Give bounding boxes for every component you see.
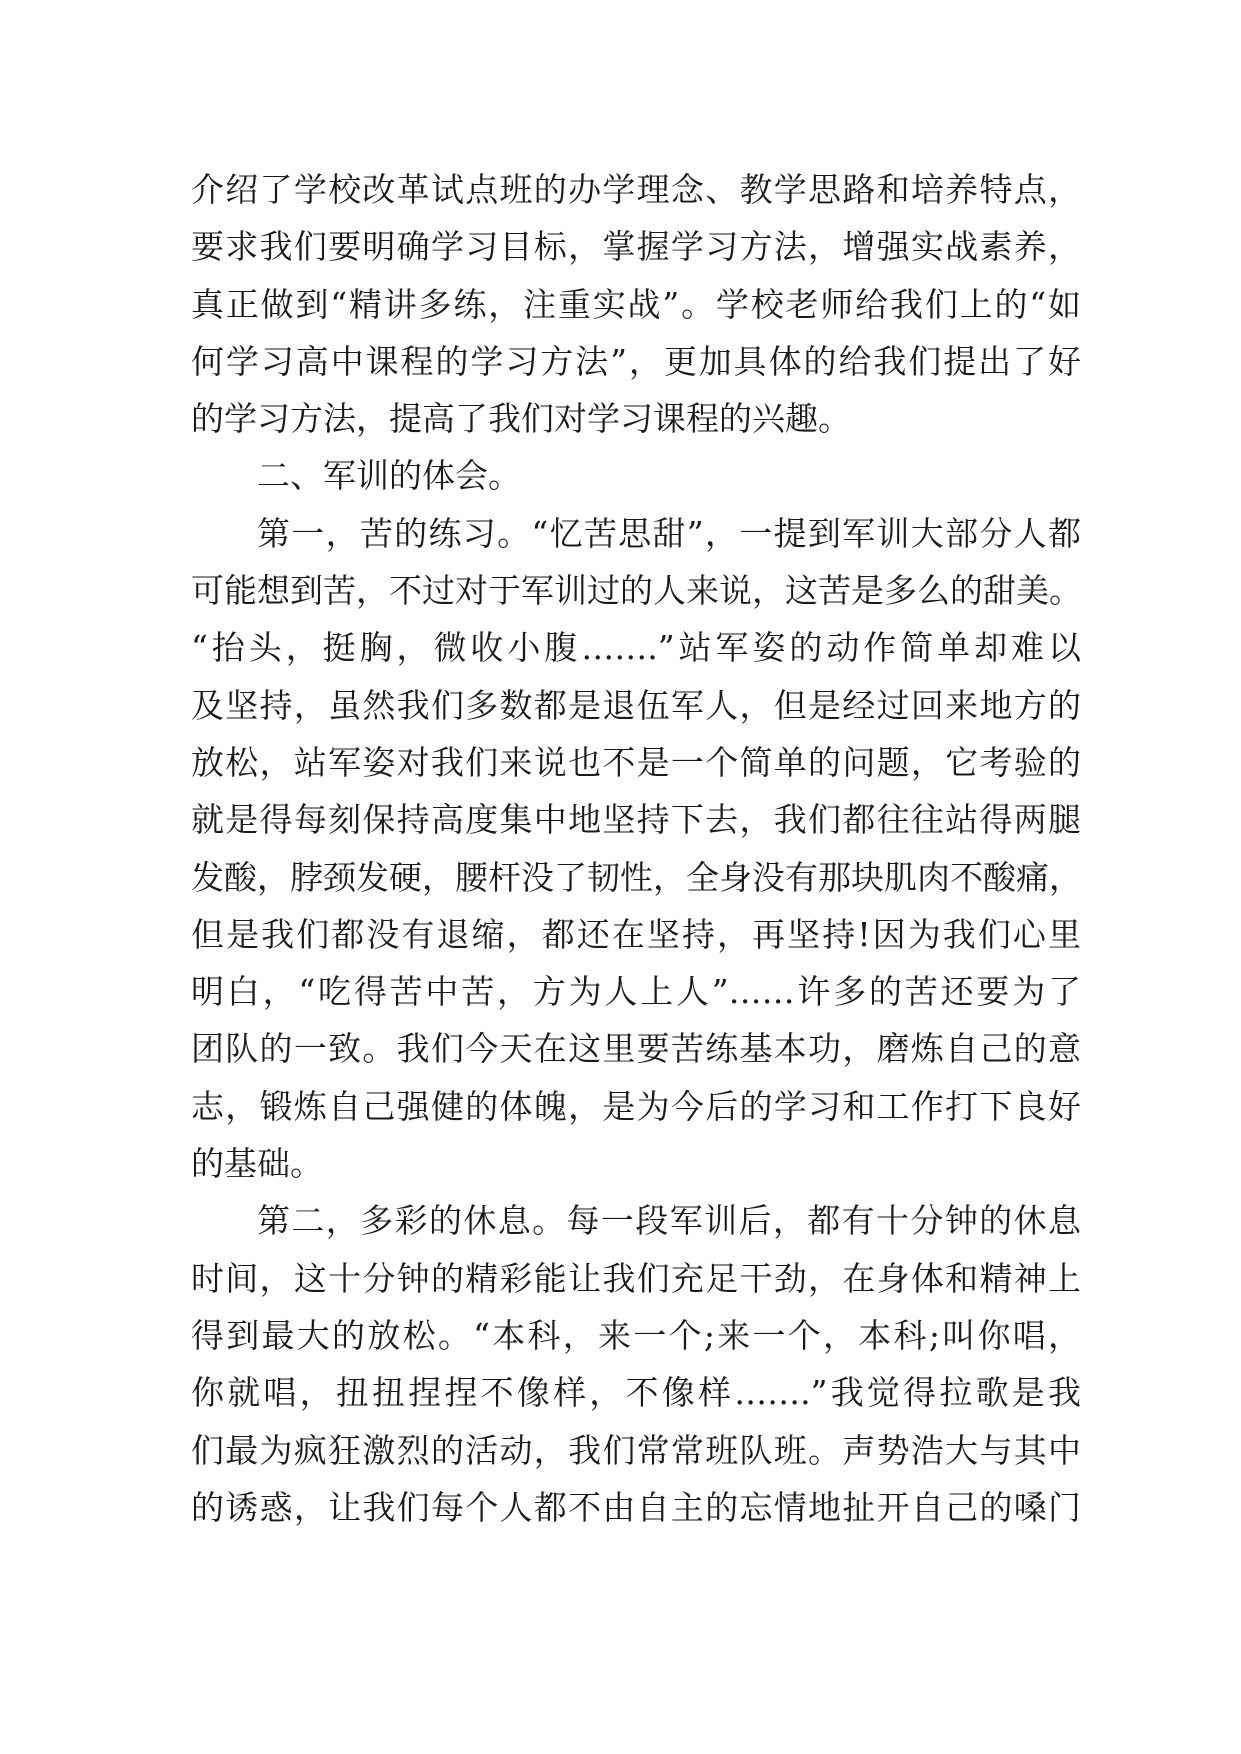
text-line: 的基础。 xyxy=(191,1144,323,1184)
text-line: 团队的一致。我们今天在这里要苦练基本功，磨炼自己的意 xyxy=(191,1029,1081,1069)
text-line: 志，锻炼自己强健的体魄，是为今后的学习和工作打下良好 xyxy=(191,1086,1081,1126)
text-line: “抬头，挺胸，微收小腹…….”站军姿的动作简单却难以 xyxy=(191,628,1081,668)
text-line: 明白，“吃得苦中苦，方为人上人”……许多的苦还要为了 xyxy=(191,972,1081,1012)
text-line: 第二，多彩的休息。每一段军训后，都有十分钟的休息 xyxy=(257,1201,1081,1241)
text-line: 放松，站军姿对我们来说也不是一个简单的问题，它考验的 xyxy=(191,742,1081,782)
text-line: 第一，苦的练习。“忆苦思甜”，一提到军训大部分人都 xyxy=(257,513,1081,553)
text-line: 时间，这十分钟的精彩能让我们充足干劲，在身体和精神上 xyxy=(191,1258,1081,1298)
text-line: 得到最大的放松。“本科，来一个;来一个，本科;叫你唱， xyxy=(191,1315,1081,1355)
text-line: 及坚持，虽然我们多数都是退伍军人，但是经过回来地方的 xyxy=(191,685,1081,725)
text-line: 发酸，脖颈发硬，腰杆没了韧性，全身没有那块肌肉不酸痛， xyxy=(191,857,1082,897)
text-line: 的学习方法，提高了我们对学习课程的兴趣。 xyxy=(191,399,851,439)
text-line: 你就唱，扭扭捏捏不像样，不像样…….”我觉得拉歌是我 xyxy=(191,1373,1081,1413)
text-line: 介绍了学校改革试点班的办学理念、教学思路和培养特点， xyxy=(191,170,1081,209)
text-line: 何学习高中课程的学习方法”，更加具体的给我们提出了好 xyxy=(191,341,1081,381)
text-line: 就是得每刻保持高度集中地坚持下去，我们都往往站得两腿 xyxy=(191,800,1081,840)
document-body xyxy=(191,161,1081,1536)
text-line: 真正做到“精讲多练，注重实战”。学校老师给我们上的“如 xyxy=(191,284,1081,324)
text-line: 的诱惑，让我们每个人都不由自主的忘情地扯开自己的嗓门 xyxy=(191,1487,1081,1527)
text-line: 但是我们都没有退缩，都还在坚持，再坚持!因为我们心里 xyxy=(191,914,1081,954)
text-line: 要求我们要明确学习目标，掌握学习方法，增强实战素养， xyxy=(191,227,1081,267)
text-line: 可能想到苦，不过对于军训过的人来说，这苦是多么的甜美。 xyxy=(191,571,1082,611)
text-line: 们最为疯狂激烈的活动，我们常常班队班。声势浩大与其中 xyxy=(191,1430,1081,1470)
text-line: 二、军训的体会。 xyxy=(257,456,521,496)
